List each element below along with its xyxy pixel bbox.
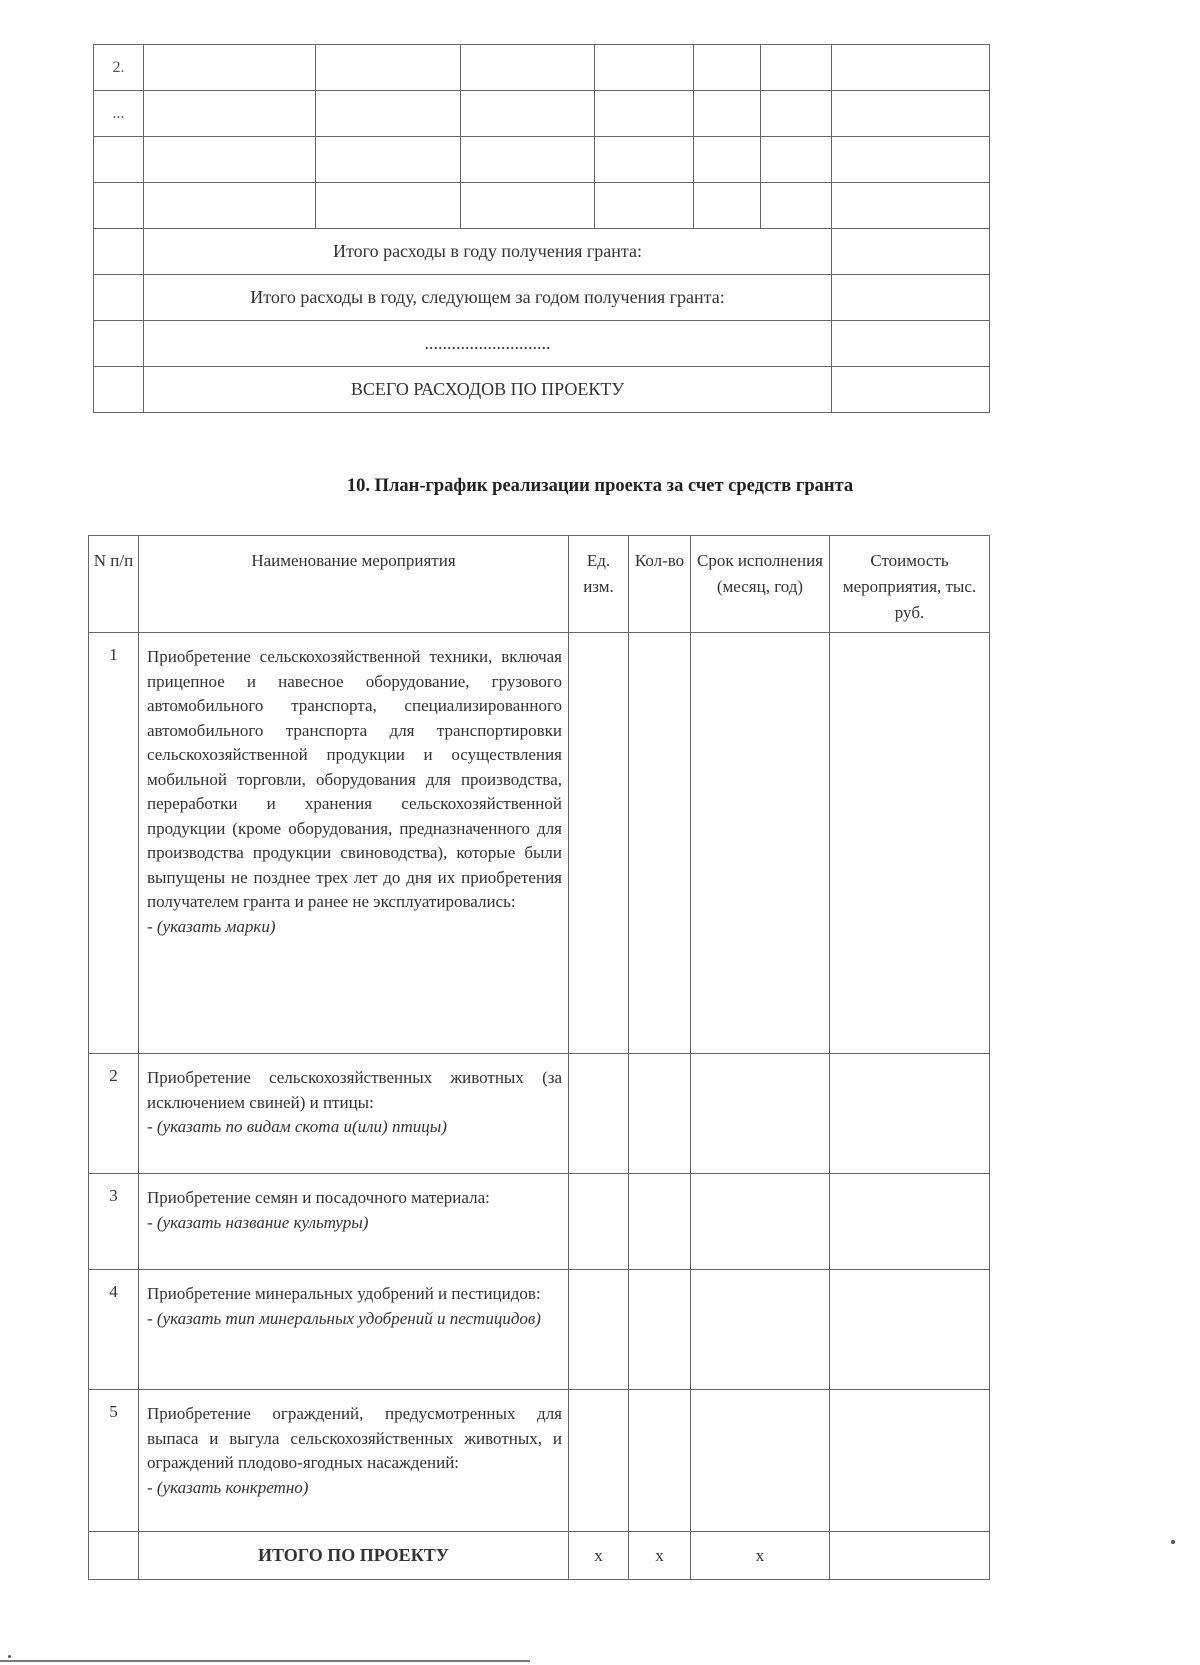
summary-row	[94, 229, 990, 275]
row-number: 5	[89, 1390, 139, 1532]
row-number: ...	[94, 91, 144, 137]
summary-value	[832, 321, 990, 367]
header-qty: Кол-во	[629, 536, 691, 633]
summary-label: Итого расходы в году получения гранта:	[144, 229, 832, 275]
row-number	[94, 183, 144, 229]
row-description	[139, 1054, 569, 1174]
total-cost	[830, 1532, 990, 1580]
row-number: 2.	[94, 45, 144, 91]
summary-value	[832, 367, 990, 413]
table-row	[94, 183, 990, 229]
total-unit: х	[569, 1532, 629, 1580]
row-text: Приобретение сельскохозяйственной техники, включая прицепное и навесное оборудование, грузового автомобильного транспорта, специализированного автомобильного транспорта для транспортировки сельскохозяйственной продукции и осуществления мобильной торговли, оборудования для производства, переработки и хранения сельскохозяйственной продукции (кроме оборудования, предназначенного для производства продукции свиноводства), которые были выпущены не позднее трех лет до дня их приобретения получателем гранта и ранее не эксплуатировались:	[147, 647, 562, 911]
row-number	[94, 137, 144, 183]
row-text: Приобретение ограждений, предусмотренных для выпаса и выгула сельскохозяйственных животных, и ограждений плодово-ягодных насаждений:	[147, 1404, 562, 1472]
table-row	[94, 45, 990, 91]
table-row	[89, 1270, 990, 1390]
table-total-row	[89, 1532, 990, 1580]
header-unit: Ед. изм.	[569, 536, 629, 633]
table-row	[89, 1054, 990, 1174]
summary-label: ВСЕГО РАСХОДОВ ПО ПРОЕКТУ	[144, 367, 832, 413]
row-hint: - (указать по видам скота и(или) птицы)	[147, 1117, 447, 1136]
row-number: 4	[89, 1270, 139, 1390]
row-text: Приобретение минеральных удобрений и пестицидов:	[147, 1284, 541, 1303]
scan-speck	[8, 1655, 11, 1658]
row-number: 3	[89, 1174, 139, 1270]
header-num: N п/п	[89, 536, 139, 633]
row-number: 1	[89, 633, 139, 1054]
section-title: 10. План-график реализации проекта за счет средств гранта	[346, 476, 854, 496]
row-text: Приобретение сельскохозяйственных животных (за исключением свиней) и птицы:	[147, 1068, 562, 1112]
table-header-row	[89, 536, 990, 633]
expenses-table-continuation	[93, 44, 990, 413]
row-description	[139, 1174, 569, 1270]
row-number: 2	[89, 1054, 139, 1174]
table-row	[89, 1390, 990, 1532]
summary-value	[832, 275, 990, 321]
row-description	[139, 1270, 569, 1390]
schedule-table	[88, 535, 990, 1580]
table-row	[89, 633, 990, 1054]
row-text: Приобретение семян и посадочного материала:	[147, 1188, 490, 1207]
total-term: х	[691, 1532, 830, 1580]
header-cost: Стоимость мероприятия, тыс. руб.	[830, 536, 990, 633]
row-description	[139, 633, 569, 1054]
row-hint: - (указать название культуры)	[147, 1212, 369, 1232]
footer-rule	[0, 1660, 530, 1662]
summary-value	[832, 229, 990, 275]
table-row	[94, 91, 990, 137]
row-hint: - (указать тип минеральных удобрений и пестицидов)	[147, 1308, 541, 1328]
scan-speck	[1171, 1540, 1175, 1544]
row-hint: - (указать марки)	[147, 916, 276, 936]
summary-row	[94, 275, 990, 321]
table-row	[94, 137, 990, 183]
total-qty: х	[629, 1532, 691, 1580]
header-term: Срок исполнения (месяц, год)	[691, 536, 830, 633]
total-label: ИТОГО ПО ПРОЕКТУ	[139, 1532, 569, 1580]
summary-label: ............................	[144, 321, 832, 367]
summary-row-grand-total	[94, 367, 990, 413]
header-name: Наименование мероприятия	[139, 536, 569, 633]
table-row	[89, 1174, 990, 1270]
summary-label: Итого расходы в году, следующем за годом получения гранта:	[144, 275, 832, 321]
row-hint: - (указать конкретно)	[147, 1477, 309, 1497]
row-description	[139, 1390, 569, 1532]
summary-row	[94, 321, 990, 367]
